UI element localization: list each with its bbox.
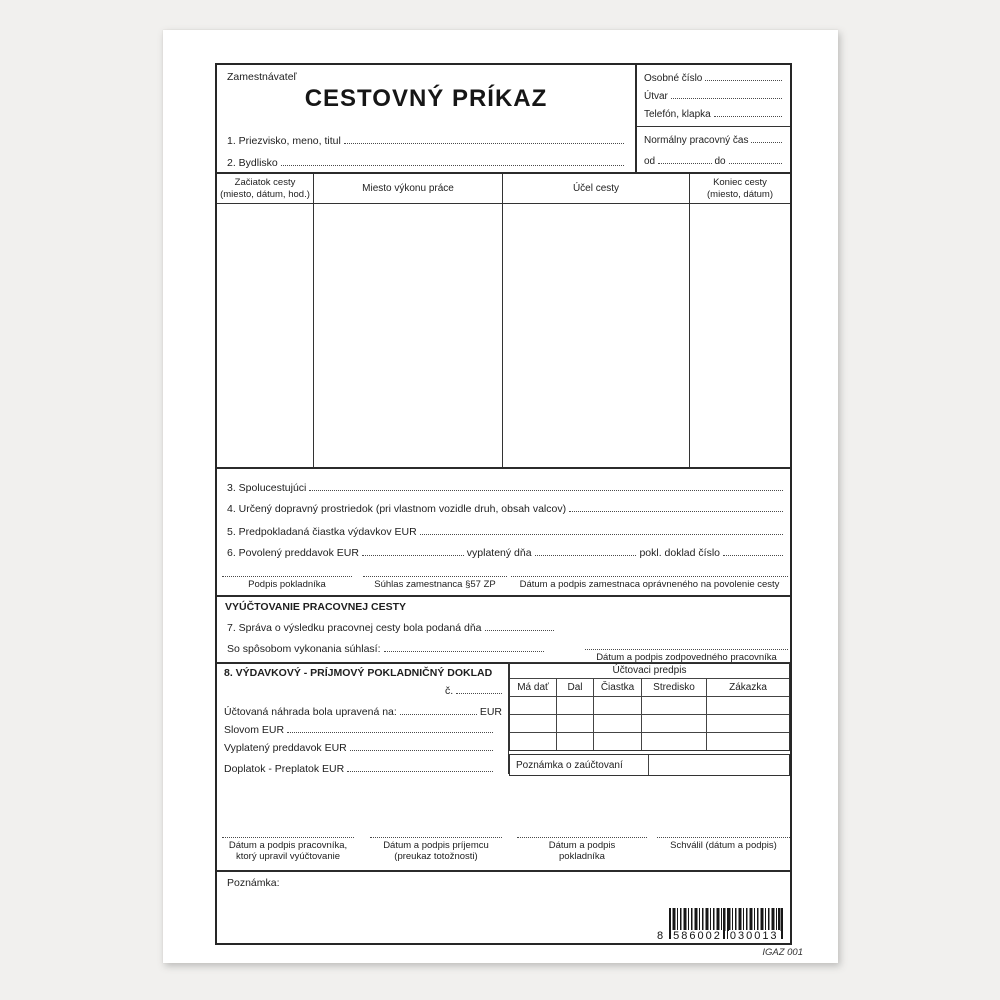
accounting-table xyxy=(509,662,790,776)
transport-field xyxy=(569,511,783,512)
cashier2-signature-line xyxy=(517,837,647,838)
to-label: do xyxy=(714,156,726,167)
surcharge-overpayment-line xyxy=(224,763,496,775)
paid-on-field xyxy=(535,555,637,556)
phone-field xyxy=(714,116,782,117)
department-field xyxy=(671,98,782,99)
posting-note-row xyxy=(509,754,790,776)
trip-col-purpose-label: Účel cesty xyxy=(572,182,620,194)
account-cell xyxy=(707,697,789,715)
advance-label: 6. Povolený preddavok EUR xyxy=(227,547,359,559)
recipient-caption-2: (preukaz totožnosti) xyxy=(394,851,478,862)
voucher-number-label: č. xyxy=(445,685,454,697)
report-date-line xyxy=(227,622,557,634)
settlement-header: VYÚČTOVANIE PRACOVNEJ CESTY xyxy=(225,601,407,613)
account-cell xyxy=(557,715,594,733)
trip-cell-purpose xyxy=(503,204,690,467)
recipient-caption-1: Dátum a podpis príjemcu xyxy=(383,840,489,851)
account-cell xyxy=(594,697,642,715)
trip-col-end-header xyxy=(690,174,790,204)
accounting-row-3 xyxy=(510,733,789,750)
advance-amount-field xyxy=(362,555,464,556)
account-cell xyxy=(707,733,789,750)
recipient-signature-line xyxy=(370,837,502,838)
approver-caption: Schválil (dátum a podpis) xyxy=(670,840,777,851)
employee-consent-line xyxy=(363,576,507,577)
department-row xyxy=(644,91,785,102)
barcode-digit-prefix: 8 xyxy=(657,930,666,942)
account-cell xyxy=(642,697,707,715)
responsible-signature-line xyxy=(585,649,788,650)
section-divider-3 xyxy=(217,870,790,872)
approval-method-line xyxy=(227,643,547,655)
trip-col-end-line2: (miesto, dátum) xyxy=(707,188,773,200)
working-hours-label: Normálny pracovný čas xyxy=(644,135,749,146)
trip-col-start-header xyxy=(217,174,314,204)
trip-cell-place xyxy=(314,204,503,467)
address-label: 2. Bydlisko xyxy=(227,157,278,169)
phone-label: Telefón, klapka xyxy=(644,109,711,120)
responsible-signature-block xyxy=(585,649,788,663)
companions-field xyxy=(309,490,783,491)
cashier2-signature-block xyxy=(517,837,647,862)
travel-order-form xyxy=(215,63,792,945)
amount-in-words-field xyxy=(287,732,493,733)
account-cell xyxy=(557,733,594,750)
phone-row xyxy=(644,109,785,120)
personal-number-label: Osobné číslo xyxy=(644,73,703,84)
barcode-digits xyxy=(657,930,781,942)
account-cell xyxy=(510,697,557,715)
accounting-table-main xyxy=(509,662,790,751)
address-field xyxy=(281,165,624,166)
cashier2-caption-1: Dátum a podpis xyxy=(548,840,616,851)
account-cell xyxy=(642,715,707,733)
section-divider-1 xyxy=(217,595,790,597)
personal-number-row xyxy=(644,73,785,84)
settlement-editor-caption-1: Dátum a podpis pracovníka, xyxy=(228,840,348,851)
account-cell xyxy=(557,697,594,715)
voucher-number-line xyxy=(445,685,505,697)
from-field xyxy=(658,163,711,164)
companions-line xyxy=(227,482,786,494)
from-to-row xyxy=(644,156,785,167)
estimated-expenses-line xyxy=(227,526,786,538)
account-cell xyxy=(594,715,642,733)
to-field xyxy=(729,163,782,164)
address-line xyxy=(227,157,627,169)
authorizer-signature-caption: Dátum a podpis zamestnaca oprávneného na povolenie cesty xyxy=(519,579,780,590)
employer-label: Zamestnávateľ xyxy=(227,71,297,83)
account-cell xyxy=(510,715,557,733)
estimated-expenses-field xyxy=(420,534,783,535)
employee-consent-block xyxy=(363,576,507,590)
transport-line xyxy=(227,503,786,515)
account-cell xyxy=(707,715,789,733)
accounting-header-row xyxy=(510,679,789,697)
surcharge-overpayment-field xyxy=(347,771,493,772)
cashier2-caption-2: pokladníka xyxy=(559,851,605,862)
adjusted-refund-line xyxy=(224,706,502,718)
personal-box-divider xyxy=(637,126,790,127)
account-cell xyxy=(510,733,557,750)
receipt-number-field xyxy=(723,555,783,556)
cashier-signature-block xyxy=(222,576,352,590)
transport-label: 4. Určený dopravný prostriedok (pri vlastnom vozidle druh, obsah valcov) xyxy=(227,503,567,515)
name-label: 1. Priezvisko, meno, titul xyxy=(227,135,341,147)
recipient-signature-block xyxy=(370,837,502,862)
estimated-expenses-label: 5. Predpokladaná čiastka výdavkov EUR xyxy=(227,526,417,538)
name-field xyxy=(344,143,624,144)
name-line xyxy=(227,135,627,147)
adjusted-refund-label: Účtovaná náhrada bola upravená na: xyxy=(224,706,397,718)
adjusted-refund-currency: EUR xyxy=(479,706,502,718)
amount-in-words-label: Slovom EUR xyxy=(224,724,285,736)
paid-on-label: vyplatený dňa xyxy=(466,547,532,559)
companions-label: 3. Spolucestujúci xyxy=(227,482,307,494)
trip-cell-start xyxy=(217,204,314,467)
cashier-signature-caption: Podpis pokladníka xyxy=(248,579,326,590)
paid-advance-label: Vyplatený preddavok EUR xyxy=(224,742,347,754)
cash-voucher-header: 8. VÝDAVKOVÝ - PRÍJMOVÝ POKLADNIČNÝ DOKLAD xyxy=(224,667,493,679)
approver-signature-line xyxy=(657,837,790,838)
trip-cell-end xyxy=(690,204,790,467)
accounting-table-title: Účtovaci predpis xyxy=(510,663,789,679)
personal-info-box xyxy=(635,65,790,172)
adjusted-refund-field xyxy=(400,714,477,715)
col-stredisko: Stredisko xyxy=(642,679,707,697)
paper-sheet xyxy=(163,30,838,963)
cashier-signature-line xyxy=(222,576,352,577)
account-cell xyxy=(642,733,707,750)
barcode-group-1: 586002 xyxy=(673,930,722,942)
authorizer-signature-block xyxy=(511,576,788,590)
paid-advance-field xyxy=(350,750,493,751)
settlement-editor-signature-line xyxy=(222,837,354,838)
trip-col-place-header xyxy=(314,174,503,204)
posting-note-field xyxy=(648,755,789,775)
approval-method-label: So spôsobom vykonania súhlasí: xyxy=(227,643,381,655)
voucher-number-field xyxy=(456,693,502,694)
working-hours-field xyxy=(751,142,782,143)
approver-signature-block xyxy=(657,837,790,851)
amount-in-words-line xyxy=(224,724,496,736)
receipt-number-label: pokl. doklad číslo xyxy=(639,547,720,559)
surcharge-overpayment-label: Doplatok - Preplatok EUR xyxy=(224,763,345,775)
accounting-row-1 xyxy=(510,697,789,715)
working-hours-row xyxy=(644,135,785,146)
barcode-group-2: 030013 xyxy=(729,930,779,942)
paid-advance-line xyxy=(224,742,496,754)
settlement-editor-caption-2: ktorý upravil vyúčtovanie xyxy=(235,851,341,862)
trip-col-end-line1: Koniec cesty xyxy=(713,177,767,188)
posting-note-label: Poznámka o zaúčtovaní xyxy=(516,759,623,771)
report-date-field xyxy=(485,630,555,631)
print-code: IGAZ 001 xyxy=(762,947,803,958)
barcode-bars xyxy=(669,908,781,931)
col-ma-dat: Má dať xyxy=(510,679,557,697)
authorizer-signature-line xyxy=(511,576,788,577)
from-label: od xyxy=(644,156,656,167)
col-ciastka: Čiastka xyxy=(594,679,642,697)
barcode-guard-right2 xyxy=(781,908,783,939)
report-date-label: 7. Správa o výsledku pracovnej cesty bola podaná dňa xyxy=(227,622,482,634)
trip-table xyxy=(217,172,790,469)
department-label: Útvar xyxy=(644,91,668,102)
personal-number-field xyxy=(705,80,782,81)
approval-method-field xyxy=(384,651,544,652)
trip-col-purpose-header xyxy=(503,174,690,204)
form-title: CESTOVNÝ PRÍKAZ xyxy=(304,85,548,112)
col-dal: Dal xyxy=(557,679,594,697)
trip-col-place-label: Miesto výkonu práce xyxy=(362,182,454,194)
trip-col-start-line2: (miesto, dátum, hod.) xyxy=(220,188,310,200)
note-label: Poznámka: xyxy=(227,877,280,889)
advance-line xyxy=(227,547,786,559)
account-cell xyxy=(594,733,642,750)
barcode xyxy=(657,908,787,942)
responsible-signature-caption: Dátum a podpis zodpovedného pracovníka xyxy=(596,652,777,663)
accounting-row-2 xyxy=(510,715,789,733)
settlement-editor-signature-block xyxy=(222,837,354,862)
trip-col-start-line1: Začiatok cesty xyxy=(234,177,296,188)
col-zakazka: Zákazka xyxy=(707,679,789,697)
employee-consent-caption: Súhlas zamestnanca §57 ZP xyxy=(374,579,496,590)
